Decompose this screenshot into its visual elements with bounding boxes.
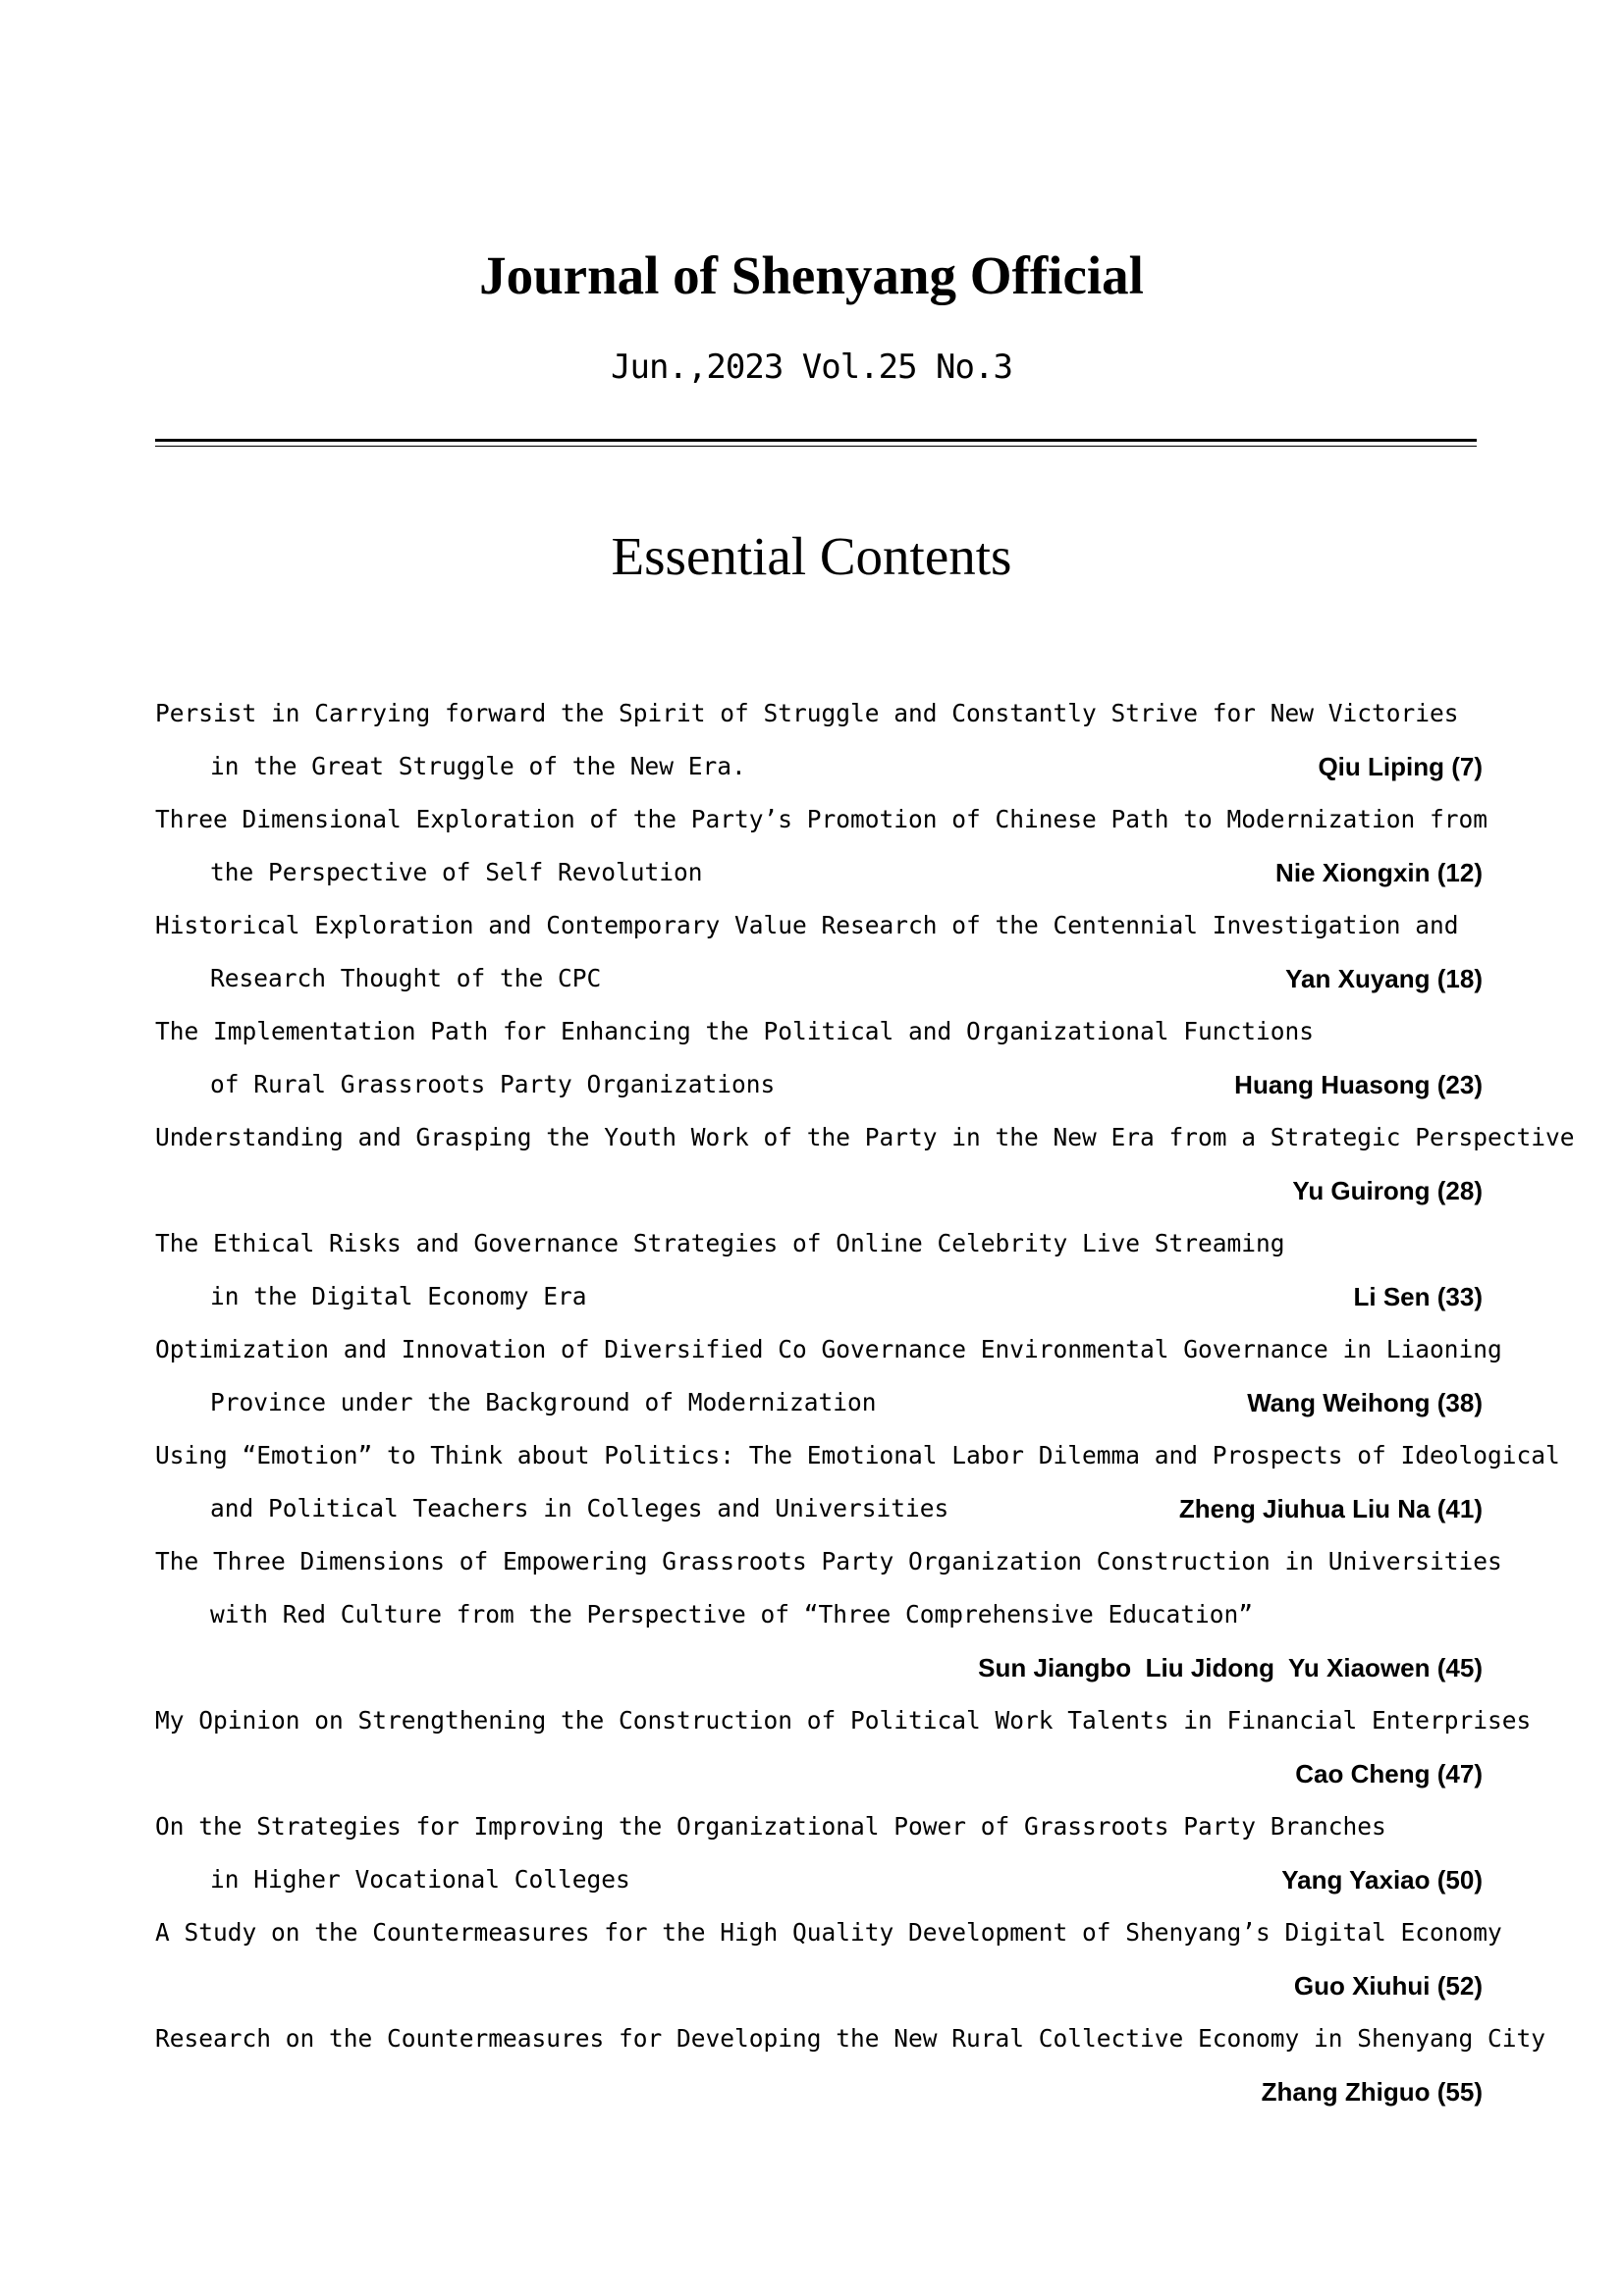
author-and-page (1179, 1482, 1483, 1535)
article-title-text: Persist in Carrying forward the Spirit of Struggle and Constantly Strive for New Victories (155, 699, 1459, 727)
author-and-page (1281, 1853, 1483, 1906)
issue-info: Jun.,2023 Vol.25 No.3 (611, 347, 1012, 387)
article-authors: Nie Xiongxin (1275, 858, 1431, 887)
page-number: (47) (1436, 1759, 1483, 1789)
article-title-line (155, 1906, 1502, 1959)
article-title-text: the Perspective of Self Revolution (210, 858, 703, 886)
article-title-text: The Ethical Risks and Governance Strategies of Online Celebrity Live Streaming (155, 1229, 1285, 1257)
article-title-text: A Study on the Countermeasures for the High Quality Development of Shenyang’s Digital Economy (155, 1918, 1502, 1947)
article-title-text: Research Thought of the CPC (210, 964, 602, 992)
author-and-page (1247, 1376, 1483, 1429)
article-authors: Wang Weihong (1247, 1388, 1431, 1417)
page-number: (45) (1436, 1653, 1483, 1682)
article-title-text: Using “Emotion” to Think about Politics: The Emotional Labor Dilemma and Prospects of Ideological (155, 1441, 1560, 1469)
page-number: (28) (1436, 1176, 1483, 1205)
toc-entry (155, 1323, 1502, 1429)
header-rule-thin (155, 446, 1477, 447)
article-title-line (155, 687, 1483, 740)
toc-entry (155, 1800, 1483, 1906)
article-title-text: in the Digital Economy Era (210, 1282, 587, 1310)
author-and-page (1354, 1270, 1484, 1323)
article-title-text: and Political Teachers in Colleges and Universities (210, 1494, 949, 1522)
page-number: (18) (1436, 964, 1483, 993)
article-authors: Zhang Zhiguo (1261, 2077, 1431, 2107)
article-title-line (155, 1535, 1502, 1588)
article-title-line (155, 1217, 1483, 1270)
article-title-text: in Higher Vocational Colleges (210, 1865, 630, 1894)
toc-entry (155, 1217, 1483, 1323)
article-title-continuation (155, 1588, 1483, 1641)
author-and-page (1285, 952, 1483, 1005)
article-title-text: The Three Dimensions of Empowering Grassroots Party Organization Construction in Universities (155, 1547, 1502, 1575)
author-and-page (1262, 2065, 1483, 2118)
article-title-continuation (155, 846, 1483, 899)
page-number: (23) (1436, 1070, 1483, 1099)
article-title-text: with Red Culture from the Perspective of “Three Comprehensive Education” (210, 1600, 1254, 1629)
article-title-continuation (155, 1747, 1483, 1800)
toc-entry (155, 1429, 1560, 1535)
journal-title: Journal of Shenyang Official (479, 245, 1144, 305)
toc-entry (155, 1906, 1502, 2012)
toc-entry (155, 2012, 1546, 2118)
article-title-text: On the Strategies for Improving the Organizational Power of Grassroots Party Branches (155, 1812, 1386, 1841)
article-title-text: Understanding and Grasping the Youth Work of the Party in the New Era from a Strategic Perspective (155, 1123, 1575, 1151)
article-authors: Yang Yaxiao (1281, 1865, 1431, 1895)
article-authors: Qiu Liping (1318, 752, 1444, 781)
article-authors: Li Sen (1353, 1282, 1431, 1311)
article-title-text: in the Great Struggle of the New Era. (210, 752, 746, 780)
article-authors: Sun Jiangbo Liu Jidong Yu Xiaowen (978, 1653, 1431, 1682)
article-title-text: Optimization and Innovation of Diversified Co Governance Environmental Governance in Liaoning (155, 1335, 1502, 1363)
page-number: (33) (1436, 1282, 1483, 1311)
article-title-continuation (155, 1482, 1483, 1535)
article-title-continuation (155, 1058, 1483, 1111)
article-title-continuation (155, 1164, 1483, 1217)
article-title-continuation (155, 1959, 1483, 2012)
author-and-page (978, 1641, 1483, 1694)
article-title-text: of Rural Grassroots Party Organizations (210, 1070, 776, 1098)
toc-entry (155, 793, 1488, 899)
toc-entry (155, 1005, 1483, 1111)
page-number: (41) (1436, 1494, 1483, 1523)
article-title-line (155, 793, 1488, 846)
page-number: (50) (1436, 1865, 1483, 1895)
article-title-continuation (155, 740, 1483, 793)
page-number: (52) (1436, 1971, 1483, 2001)
article-title-line (155, 1694, 1532, 1747)
author-and-page (1294, 1959, 1483, 2012)
article-authors: Cao Cheng (1295, 1759, 1431, 1789)
page-number: (55) (1436, 2077, 1483, 2107)
article-title-continuation (155, 952, 1483, 1005)
article-title-continuation (155, 1376, 1483, 1429)
article-title-text: Research on the Countermeasures for Developing the New Rural Collective Economy in Shenyang City (155, 2024, 1546, 2053)
article-title-line (155, 1429, 1560, 1482)
article-authors: Zheng Jiuhua Liu Na (1178, 1494, 1431, 1523)
article-title-line (155, 1005, 1483, 1058)
toc-entry (155, 687, 1483, 793)
author-and-page (1295, 1747, 1483, 1800)
article-title-text: Province under the Background of Modernization (210, 1388, 877, 1416)
article-title-text: Three Dimensional Exploration of the Party’s Promotion of Chinese Path to Modernization from (155, 805, 1488, 833)
article-title-continuation (155, 1641, 1483, 1694)
article-title-line (155, 1111, 1575, 1164)
article-title-continuation (155, 1853, 1483, 1906)
article-title-continuation (155, 1270, 1483, 1323)
article-authors: Guo Xiuhui (1293, 1971, 1431, 2001)
author-and-page (1275, 846, 1483, 899)
article-authors: Yu Guirong (1292, 1176, 1431, 1205)
toc-entry (155, 899, 1483, 1005)
author-and-page (1318, 740, 1483, 793)
toc-entry (155, 1111, 1575, 1217)
article-title-continuation (155, 2065, 1483, 2118)
page-number: (38) (1436, 1388, 1483, 1417)
article-authors: Huang Huasong (1234, 1070, 1431, 1099)
page-number: (12) (1436, 858, 1483, 887)
article-title-line (155, 1800, 1483, 1853)
article-title-text: Historical Exploration and Contemporary Value Research of the Centennial Investigation and (155, 911, 1459, 939)
article-title-line (155, 1323, 1502, 1376)
article-title-text: My Opinion on Strengthening the Construction of Political Work Talents in Financial Enterprises (155, 1706, 1532, 1735)
article-title-line (155, 899, 1483, 952)
page-number: (7) (1451, 752, 1483, 781)
table-of-contents (155, 687, 1575, 2118)
toc-entry (155, 1535, 1502, 1694)
author-and-page (1292, 1164, 1483, 1217)
header-rule-thick (155, 439, 1477, 442)
author-and-page (1234, 1058, 1483, 1111)
article-authors: Yan Xuyang (1285, 964, 1431, 993)
article-title-line (155, 2012, 1546, 2065)
article-title-text: The Implementation Path for Enhancing the Political and Organizational Functions (155, 1017, 1315, 1045)
toc-entry (155, 1694, 1532, 1800)
section-title: Essential Contents (611, 526, 1012, 586)
